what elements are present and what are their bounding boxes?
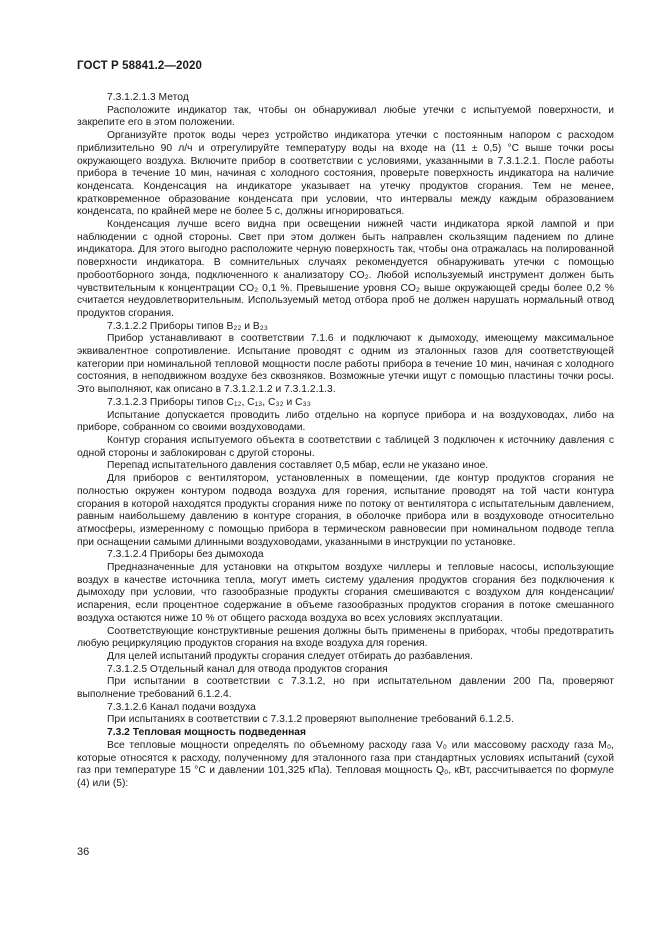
section-heading: 7.3.1.2.3 Приборы типов C₁₂, C₁₃, C₃₂ и C₃₃ bbox=[107, 396, 311, 408]
paragraph: При испытании в соответствии с 7.3.1.2, но при испытательном давлении 200 Па, проверяют выполнение требований 6.1.2.4. bbox=[77, 676, 614, 701]
paragraph: Для приборов с вентилятором, установленных в помещении, где контур продуктов сгорания не полностью окружен контуром подвода воздуха для горения, испытание проводят на той части контура сгорания в которой находятся продукты сгорания ниже по потоку от вентилятора с испытательным давлением, равным наибольшему давлению в контуре сгорания, в оболочке прибора или в воздуховоде относительно атмосферы, измеренному с помощью прибора в термическом равновесии при номинальном подводе тепла при оснащении самыми длинными воздуховодами, указанными в инструкции по установке. bbox=[77, 473, 614, 548]
standard-header: ГОСТ Р 58841.2—2020 bbox=[77, 60, 202, 72]
paragraph: Перепад испытательного давления составляет 0,5 мбар, если не указано иное. bbox=[107, 460, 489, 472]
paragraph: Соответствующие конструктивные решения должны быть применены в приборах, чтобы предотвратить любую рециркуляцию продуктов сгорания на входе воздуха для горения. bbox=[77, 625, 614, 650]
paragraph: Контур сгорания испытуемого объекта в соответствии с таблицей 3 подключен к источнику давления с одной стороны и заблокирован с другой стороны. bbox=[77, 434, 614, 459]
paragraph: Прибор устанавливают в соответствии 7.1.6 и подключают к дымоходу, имеющему максимальное эквивалентное сопротивление. Испытание проводят с одним из эталонных газов для соответствующей категории при номинальной тепловой мощности после работы прибора в течение 10 мин, начиная с холодного состояния, в неподвижном воздухе без сквозняков. Возможные утечки ищут с помощью пластины точки росы. Это выполняют, как описано в 7.3.1.2.1.2 и 7.3.1.2.1.3. bbox=[77, 333, 614, 396]
section-heading: 7.3.1.2.1.3 Метод bbox=[107, 92, 189, 103]
section-heading: 7.3.1.2.5 Отдельный канал для отвода продуктов сгорания bbox=[107, 663, 388, 675]
section-heading: 7.3.1.2.4 Приборы без дымохода bbox=[107, 549, 264, 561]
paragraph: При испытаниях в соответствии с 7.3.1.2 проверяют выполнение требований 6.1.2.5. bbox=[107, 714, 514, 726]
paragraph: Конденсация лучше всего видна при освещении нижней части индикатора яркой лампой и при наблюдении с одной стороны. Свет при этом должен быть направлен скользящим падением по длине индикатора. Для этого выгодно расположите черную поверхность так, чтобы она отражалась на полированной поверхности индикатора. В сомнительных случаях рекомендуется обнаруживать утечки с помощью пробоотборного зонда, подключенного к анализатору CO₂. Любой используемый инструмент должен быть чувствительным к концентрации CO₂ 0,1 %. Превышение уровня CO₂ выше окружающей среды более 0,2 % считается неудовлетворительным. Используемый метод отбора проб не должен нарушать нормальный отвод продуктов сгорания. bbox=[77, 219, 614, 319]
paragraph: Предназначенные для установки на открытом воздухе чиллеры и тепловые насосы, использующие воздух в качестве источника тепла, могут иметь систему удаления продуктов сгорания без подключения к дымоходу при условии, что газообразные продукты сгорания смешиваются с воздухом для конденсации/испарения, если процентное содержание в объеме газообразных продуктов сгорания в потоке смешанного воздуха остаются ниже 10 % от общего расхода воздуха во всех условиях эксплуатации. bbox=[77, 562, 614, 624]
paragraph: Для целей испытаний продукты сгорания следует отбирать до разбавления. bbox=[107, 650, 473, 662]
section-heading: 7.3.1.2.2 Приборы типов B₂₂ и B₂₃ bbox=[107, 320, 268, 332]
paragraph: Организуйте проток воды через устройство индикатора утечки с постоянным напором с расходом приблизительно 90 л/ч и отрегулируйте температуру воды на входе на (11 ± 0,5) °C выше точки росы окружающего воздуха. Включите прибор в соответствии с условиями, указанными в 7.3.1.2.1. После работы прибора в течение 10 мин, начиная с холодного состояния, проверьте поверхность индикатора на наличие конденсата. Конденсация на индикаторе указывает на утечку продуктов сгорания. Тем не менее, кратковременное образование конденсата при условии, что интервалы между каждым образованием конденсата, по крайней мере не более 5 с, должны игнорироваться. bbox=[77, 130, 614, 218]
paragraph: Испытание допускается проводить либо отдельно на корпусе прибора и на воздуховодах, либо на приборе, собранном со своими воздуховодами. bbox=[77, 409, 614, 434]
section-heading: 7.3.1.2.6 Канал подачи воздуха bbox=[107, 701, 256, 713]
paragraph: Расположите индикатор так, чтобы он обнаруживал любые утечки с испытуемой поверхности, и закрепите его в этом положении. bbox=[77, 104, 614, 129]
paragraph: Все тепловые мощности определять по объемному расходу газа V₀ или массовому расходу газа M₀, которые относятся к расходу, полученному для эталонного газа при стандартных условиях испытаний (сухой газ при температуре 15 °C и давлении 101,325 кПа). Тепловая мощность Q₀, кВт, рассчитывается по формуле (4) или (5): bbox=[77, 739, 614, 789]
section-heading-bold: 7.3.2 Тепловая мощность подведенная bbox=[107, 727, 307, 739]
page-number: 36 bbox=[77, 846, 90, 858]
body-text bbox=[77, 92, 614, 791]
